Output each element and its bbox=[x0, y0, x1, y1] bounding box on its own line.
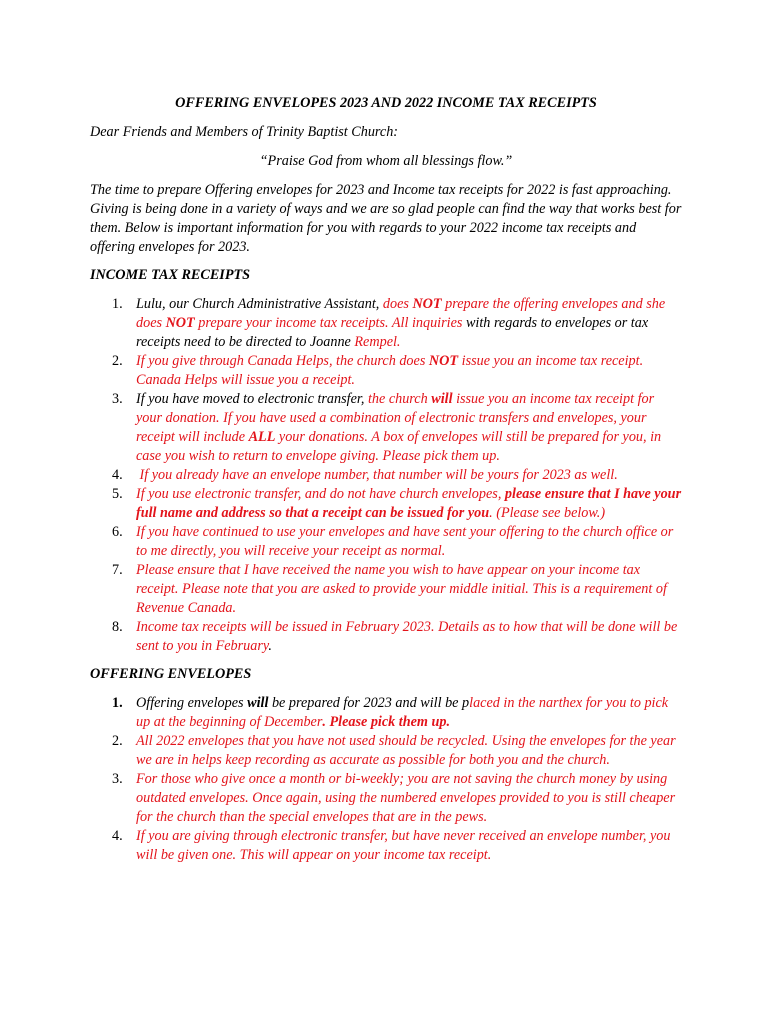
text-run: prepare the offering envelopes and she does bbox=[136, 296, 666, 331]
text-run: NOT bbox=[428, 353, 459, 369]
text-run: issue you an income tax receipt for your donation. If you have used a combination of electronic transfers and envelopes, your receipt will include bbox=[136, 391, 655, 445]
list-item bbox=[90, 732, 682, 770]
text-run: does bbox=[382, 296, 413, 312]
text-run: with regards to envelopes or tax receipts need to be directed to Joanne bbox=[136, 315, 649, 350]
list-item-number: 5. bbox=[112, 486, 123, 502]
text-run: prepare your income tax receipts. All inquiries bbox=[194, 315, 466, 331]
income-tax-list bbox=[90, 295, 682, 656]
text-run: If you have moved to electronic transfer, bbox=[136, 391, 368, 407]
text-run: will bbox=[247, 695, 269, 711]
list-item bbox=[90, 485, 682, 523]
text-run: laced in the narthex for you to pick up at the beginning of December bbox=[136, 695, 669, 730]
list-item bbox=[90, 827, 682, 865]
text-run: Lulu, our Church Administrative Assistant, bbox=[136, 296, 383, 312]
text-run: If you give through Canada Helps, the church does bbox=[136, 353, 429, 369]
text-run: Rempel. bbox=[354, 334, 401, 350]
list-item bbox=[90, 561, 682, 618]
offering-envelopes-list bbox=[90, 694, 682, 865]
text-run: will bbox=[431, 391, 453, 407]
list-item bbox=[90, 618, 682, 656]
list-item-number: 1. bbox=[112, 296, 123, 312]
text-run: If you use electronic transfer, and do not have church envelopes, bbox=[136, 486, 505, 502]
list-item-number: 6. bbox=[112, 524, 123, 540]
list-item bbox=[90, 390, 682, 466]
section-heading-income-tax: INCOME TAX RECEIPTS bbox=[90, 267, 251, 283]
text-run: issue you an income tax receipt. Canada Helps will issue you a receipt. bbox=[136, 353, 644, 388]
text-run: For those who give once a month or bi-weekly; you are not saving the church money by using outdated envelopes. Once again, using the numbered envelopes provided to you is still cheaper for the church than the special envelopes that are in the pews. bbox=[136, 771, 676, 825]
list-item bbox=[90, 523, 682, 561]
text-run: If you are giving through electronic transfer, but have never received an envelope number, you will be given one. This will appear on your income tax receipt. bbox=[136, 828, 671, 863]
text-run: NOT bbox=[412, 296, 442, 312]
list-item-number: 3. bbox=[112, 391, 123, 407]
text-run: Income tax receipts will be issued in February 2023. Details as to how that will be done will be sent to you in February bbox=[136, 619, 678, 654]
text-run: All 2022 envelopes that you have not used should be recycled. Using the envelopes for the year we are in helps keep recording as accurate as possible for both you and the church. bbox=[136, 733, 676, 768]
list-item-number: 8. bbox=[112, 619, 123, 635]
list-item-number: 7. bbox=[112, 562, 123, 578]
list-item bbox=[90, 352, 682, 390]
list-item-number: 2. bbox=[112, 353, 123, 369]
text-run: . Please pick them up. bbox=[322, 714, 451, 730]
letter-body bbox=[90, 94, 682, 874]
text-run: your donations. A box of envelopes will still be prepared for you, in case you wish to return to envelope giving. Please pick them up. bbox=[136, 429, 662, 464]
section-heading-offering-envelopes: OFFERING ENVELOPES bbox=[90, 666, 252, 682]
text-run: the church bbox=[367, 391, 432, 407]
text-run: please ensure that I have your full name and address so that a receipt can be issued for you bbox=[136, 486, 682, 521]
list-item-number: 4. bbox=[112, 828, 123, 844]
text-run: Please ensure that I have received the name you wish to have appear on your income tax receipt. Please note that you are asked to provide your middle initial. This is a requirement of Revenue Canada. bbox=[136, 562, 667, 616]
text-run: Offering envelopes bbox=[136, 695, 248, 711]
list-item bbox=[90, 770, 682, 827]
list-item-number: 1. bbox=[112, 695, 123, 711]
list-item bbox=[90, 694, 682, 732]
scripture-quote: “Praise God from whom all blessings flow.” bbox=[259, 153, 513, 169]
text-run: NOT bbox=[165, 315, 195, 331]
text-run: If you already have an envelope number, that number will be yours for 2023 as well. bbox=[136, 467, 618, 483]
intro-paragraph: The time to prepare Offering envelopes for 2023 and Income tax receipts for 2022 is fast approaching. Giving is being done in a variety of ways and we are so glad people can find the way that works best for them. Below is important information for you with regards to your 2022 income tax receipts and offering envelopes for 2023. bbox=[90, 182, 682, 255]
text-run: ALL bbox=[248, 429, 276, 445]
list-item bbox=[90, 295, 682, 352]
text-run: . (Please see below.) bbox=[489, 505, 606, 521]
list-item-number: 4. bbox=[112, 467, 123, 483]
list-item-number: 3. bbox=[112, 771, 123, 787]
text-run: be prepared for 2023 and will be p bbox=[268, 695, 470, 711]
list-item bbox=[90, 466, 682, 485]
document-title: OFFERING ENVELOPES 2023 AND 2022 INCOME TAX RECEIPTS bbox=[175, 95, 597, 111]
text-run: . bbox=[268, 638, 272, 654]
salutation: Dear Friends and Members of Trinity Baptist Church: bbox=[90, 124, 399, 140]
text-run: If you have continued to use your envelopes and have sent your offering to the church office or to me directly, you will receive your receipt as normal. bbox=[136, 524, 674, 559]
list-item-number: 2. bbox=[112, 733, 123, 749]
